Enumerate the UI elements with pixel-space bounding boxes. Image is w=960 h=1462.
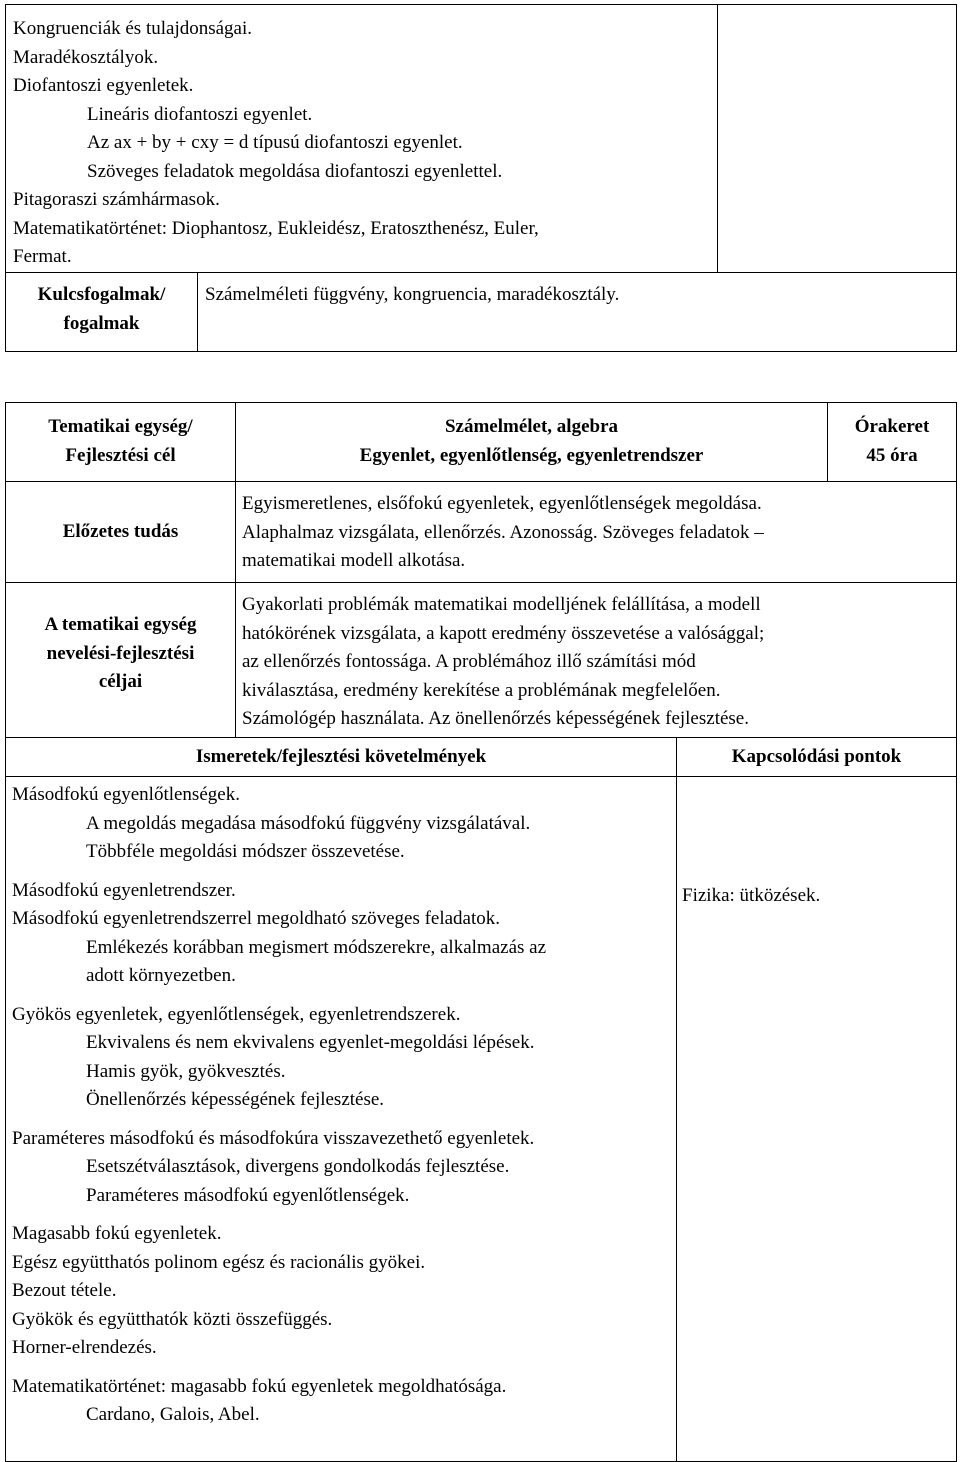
topic-line: Lineáris diofantoszi egyenlet. [87,103,313,125]
requirement-line: Ekvivalens és nem ekvivalens egyenlet-megoldási lépések. [86,1032,535,1053]
hours-label: Órakeret [854,416,930,437]
requirement-line: Horner-elrendezés. [12,1337,157,1358]
goals-line: az ellenőrzés fontossága. A problémához illő számítási mód [242,651,696,672]
goals-label-line: céljai [98,671,143,692]
top-table [5,4,957,352]
connections-header [677,738,957,777]
key-concepts-label [6,273,198,352]
hours-value: 45 óra [866,444,918,466]
requirement-line: Másodfokú egyenlőtlenségek. [12,784,240,805]
unit-title-line: Számelmélet, algebra [444,416,619,437]
key-concepts-value [198,273,957,352]
topic-line: Diofantoszi egyenletek. [13,75,194,96]
requirement-line: Önellenőrzés képességének fejlesztése. [86,1089,385,1110]
topic-line: Kongruenciák és tulajdonságai. [13,18,253,39]
hours-cell [828,403,957,482]
topic-line: Szöveges feladatok megoldása diofantoszi egyenlettel. [87,160,503,182]
requirement-line: adott környezetben. [86,965,236,986]
connection-item: Fizika: ütközések. [682,885,821,906]
requirement-line: Másodfokú egyenletrendszerrel megoldható szöveges feladatok. [12,908,501,929]
requirement-line: Paraméteres másodfokú egyenlőtlenségek. [86,1184,410,1206]
requirement-line: Egész együtthatós polinom egész és racionális gyökei. [12,1251,426,1273]
key-concepts-label-line: fogalmak [63,312,140,334]
prior-knowledge-label-text: Előzetes tudás [62,520,179,542]
prior-knowledge-label [6,482,236,583]
connections-header-text: Kapcsolódási pontok [731,745,902,767]
unit-label-line: Tematikai egység/ [48,416,193,437]
connections-spacer [682,781,956,882]
topics-right-blank [718,5,957,273]
goals-line: hatókörének vizsgálata, a kapott eredmény összevetése a valósággal; [242,622,765,644]
requirement-line: A megoldás megadása másodfokú függvény vizsgálatával. [86,812,531,834]
goals-label-line: A tematikai egység [44,614,197,635]
requirement-line: Gyökös egyenletek, egyenlőtlenségek, egyenletrendszerek. [12,1003,461,1025]
unit-title-line: Egyenlet, egyenlőtlenség, egyenletrendszer [359,444,704,466]
topic-line: Matematikatörténet: Diophantosz, Eukleidész, Eratoszthenész, Euler, [13,217,539,239]
requirement-line: Hamis gyök, gyökvesztés. [86,1060,286,1082]
requirement-line: Gyökök és együtthatók közti összefüggés. [12,1308,333,1330]
connections-list [677,777,957,1462]
unit-label-line: Fejlesztési cél [65,444,176,466]
requirement-line: Többféle megoldási módszer összevetése. [86,841,405,862]
topics-cell [6,5,718,273]
prior-line: Egyismeretlenes, elsőfokú egyenletek, egyenlőtlenségek megoldása. [242,493,762,514]
requirements-header [6,738,677,777]
requirement-line: Paraméteres másodfokú és másodfokúra visszavezethető egyenletek. [12,1127,535,1149]
key-concepts-label-line: Kulcsfogalmak/ [37,284,166,305]
unit-title [236,403,828,482]
requirement-line: Cardano, Galois, Abel. [86,1404,260,1425]
prior-line: matematikai modell alkotása. [242,550,466,571]
requirement-line: Emlékezés korábban megismert módszerekre, alkalmazás az [86,936,547,958]
goals-line: Számológép használata. Az önellenőrzés képességének fejlesztése. [242,708,749,729]
unit-label [6,403,236,482]
requirement-line: Magasabb fokú egyenletek. [12,1223,222,1244]
goals-value [236,583,957,738]
requirement-line: Másodfokú egyenletrendszer. [12,879,236,901]
topic-line: Maradékosztályok. [13,46,159,68]
topic-line: Az ax + by + cxy = d típusú diofantoszi egyenlet. [87,132,463,153]
unit-table [5,402,957,1462]
requirement-line: Matematikatörténet: magasabb fokú egyenletek megoldhatósága. [12,1375,507,1397]
prior-line: Alaphalmaz vizsgálata, ellenőrzés. Azonosság. Szöveges feladatok – [242,521,764,543]
goals-line: kiválasztása, eredmény kerekítése a problémának megfelelően. [242,679,721,701]
goals-label [6,583,236,738]
goals-label-line: nevelési-fejlesztési [46,642,195,664]
requirements-header-text: Ismeretek/fejlesztési követelmények [195,745,487,767]
goals-line: Gyakorlati problémák matematikai modelljének felállítása, a modell [242,594,761,615]
prior-knowledge-value [236,482,957,583]
requirement-line: Esetszétválasztások, divergens gondolkodás fejlesztése. [86,1156,510,1177]
requirements-list [6,777,677,1462]
topic-line: Pitagoraszi számhármasok. [13,189,220,210]
requirement-line: Bezout tétele. [12,1280,117,1301]
topic-line: Fermat. [13,246,72,267]
key-concepts-text: Számelméleti függvény, kongruencia, maradékosztály. [205,284,620,305]
